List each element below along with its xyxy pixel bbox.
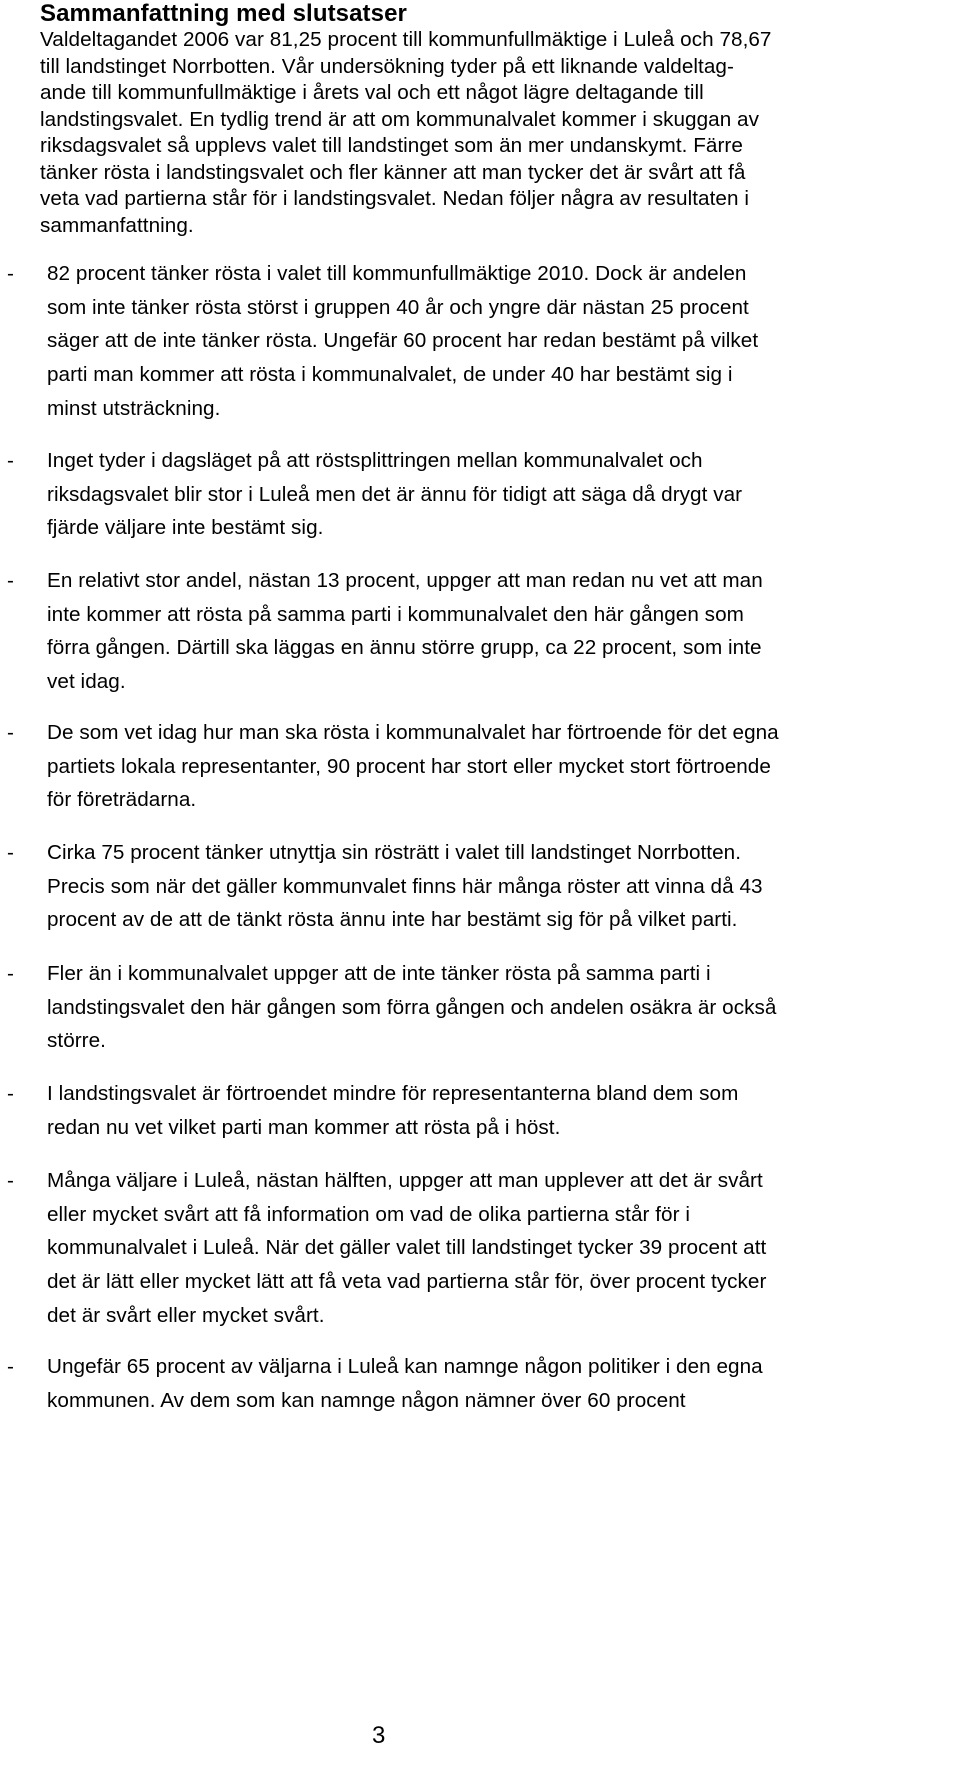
- finding-line: landstingsvalet den här gången som förra gången och andelen osäkra är också: [47, 995, 777, 1019]
- bullet-dash: -: [7, 721, 14, 744]
- bullet-dash: -: [7, 1355, 14, 1378]
- finding-line: förra gången. Därtill ska läggas en ännu större grupp, ca 22 procent, som inte: [47, 636, 762, 660]
- finding-line: eller mycket svårt att få information om vad de olika partierna står för i: [47, 1202, 690, 1226]
- finding-line: Inget tyder i dagsläget på att röstsplittringen mellan kommunalvalet och: [47, 449, 703, 472]
- finding-line: procent av de att de tänkt rösta ännu inte har bestämt sig för på vilket parti.: [47, 908, 738, 932]
- intro-line: riksdagsvalet så upplevs valet till landstinget som än mer undanskymt. Färre: [40, 134, 743, 157]
- finding-line: minst utsträckning.: [47, 396, 221, 420]
- finding-text: [47, 444, 947, 545]
- finding-line: Fler än i kommunalvalet uppger att de inte tänker rösta på samma parti i: [47, 962, 711, 985]
- finding-text: [47, 1077, 947, 1144]
- finding-text: [47, 957, 947, 1058]
- finding-line: som inte tänker rösta störst i gruppen 40 år och yngre där nästan 25 procent: [47, 295, 749, 319]
- bullet-dash: -: [7, 569, 14, 592]
- finding-line: Cirka 75 procent tänker utnyttja sin rösträtt i valet till landstinget Norrbotten.: [47, 841, 742, 864]
- finding-text: [47, 836, 947, 937]
- finding-line: kommunalvalet i Luleå. När det gäller valet till landstinget tycker 39 procent att: [47, 1236, 767, 1260]
- finding-line: redan nu vet vilket parti man kommer att rösta på i höst.: [47, 1115, 561, 1139]
- finding-text: [47, 257, 947, 426]
- finding-line: vet idag.: [47, 670, 126, 694]
- finding-line: En relativt stor andel, nästan 13 procent, uppger att man redan nu vet att man: [47, 569, 763, 592]
- finding-text: [47, 564, 947, 699]
- finding-line: det är svårt eller mycket svårt.: [47, 1303, 325, 1327]
- finding-line: kommunen. Av dem som kan namnge någon nämner över 60 procent: [47, 1388, 686, 1412]
- finding-line: parti man kommer att rösta i kommunalvalet, de under 40 har bestämt sig i: [47, 363, 733, 387]
- finding-line: partiets lokala representanter, 90 procent har stort eller mycket stort förtroende: [47, 754, 771, 778]
- finding-line: riksdagsvalet blir stor i Luleå men det är ännu för tidigt att säga då drygt var: [47, 482, 743, 506]
- finding-line: det är lätt eller mycket lätt att få veta vad partierna står för, över procent tycker: [47, 1270, 767, 1294]
- finding-line: inte kommer att rösta på samma parti i kommunalvalet den här gången som: [47, 602, 744, 626]
- intro-line: till landstinget Norrbotten. Vår undersökning tyder på ett liknande valdeltag-: [40, 54, 734, 78]
- finding-line: De som vet idag hur man ska rösta i kommunalvalet har förtroende för det egna: [47, 721, 779, 744]
- intro-line: tänker rösta i landstingsvalet och fler känner att man tycker det är svårt att få: [40, 160, 746, 184]
- finding-line: Många väljare i Luleå, nästan hälften, uppger att man upplever att det är svårt: [47, 1169, 763, 1192]
- intro-line: ande till kommunfullmäktige i årets val och ett något lägre deltagande till: [40, 81, 704, 104]
- section-heading: Sammanfattning med slutsatser: [40, 0, 407, 27]
- bullet-dash: -: [7, 449, 14, 472]
- finding-line: I landstingsvalet är förtroendet mindre för representanterna bland dem som: [47, 1082, 739, 1105]
- intro-paragraph: [40, 27, 920, 239]
- intro-line: landstingsvalet. En tydlig trend är att om kommunalvalet kommer i skuggan av: [40, 107, 760, 131]
- intro-line: veta vad partierna står för i landstingsvalet. Nedan följer några av resultaten i: [40, 187, 749, 210]
- finding-line: 82 procent tänker rösta i valet till kommunfullmäktige 2010. Dock är andelen: [47, 262, 747, 285]
- bullet-dash: -: [7, 1169, 14, 1192]
- finding-line: fjärde väljare inte bestämt sig.: [47, 516, 324, 540]
- intro-line: Valdeltagandet 2006 var 81,25 procent till kommunfullmäktige i Luleå och 78,67: [40, 28, 772, 51]
- finding-line: Ungefär 65 procent av väljarna i Luleå kan namnge någon politiker i den egna: [47, 1355, 763, 1378]
- bullet-dash: -: [7, 262, 14, 285]
- bullet-dash: -: [7, 962, 14, 985]
- finding-line: för företrädarna.: [47, 788, 197, 812]
- finding-line: Precis som när det gäller kommunvalet finns här många röster att vinna då 43: [47, 874, 763, 898]
- finding-text: [47, 716, 947, 817]
- finding-text: [47, 1164, 947, 1333]
- finding-line: större.: [47, 1029, 106, 1053]
- finding-text: [47, 1350, 947, 1417]
- finding-line: säger att de inte tänker rösta. Ungefär 60 procent har redan bestämt på vilket: [47, 329, 759, 353]
- bullet-dash: -: [7, 841, 14, 864]
- page-number: 3: [372, 1722, 386, 1749]
- bullet-dash: -: [7, 1082, 14, 1105]
- intro-line: sammanfattning.: [40, 213, 194, 237]
